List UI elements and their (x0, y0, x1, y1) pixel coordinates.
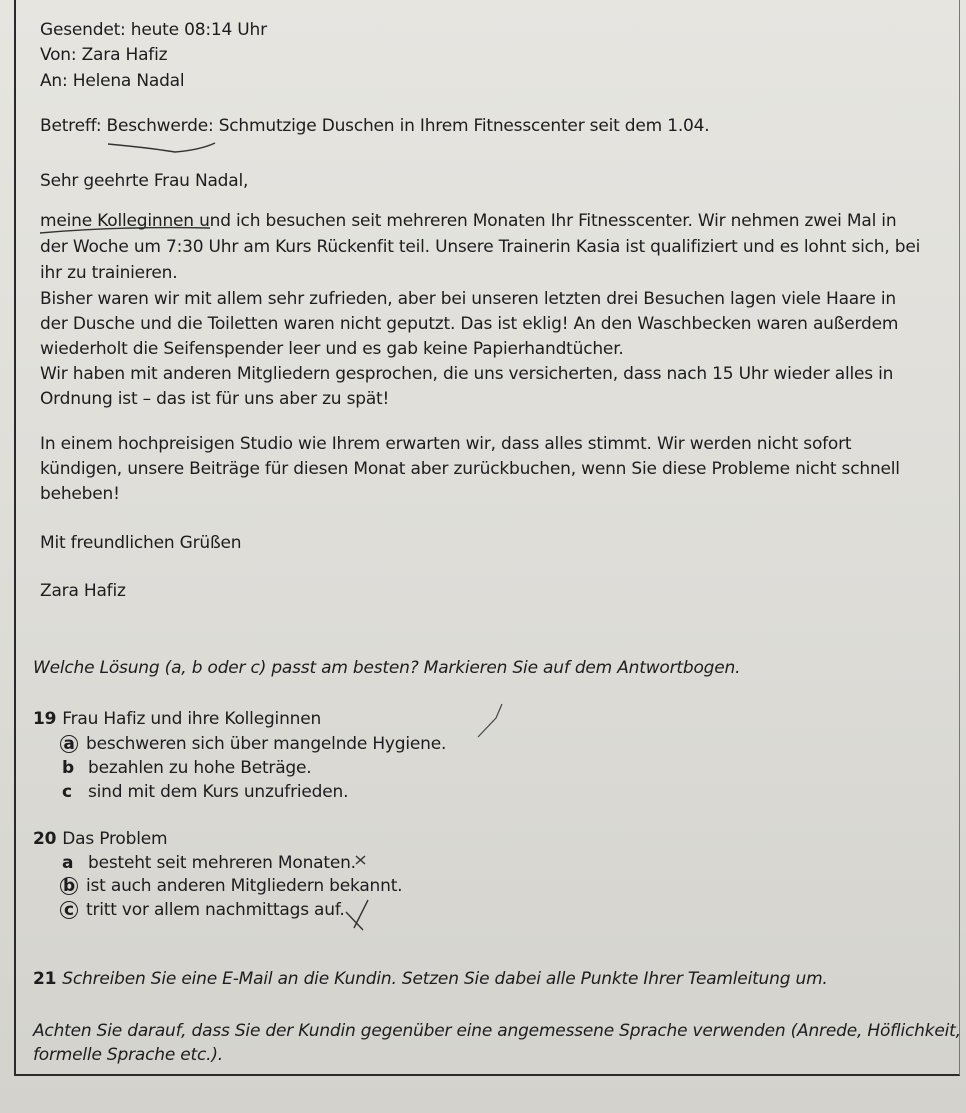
q20-option-b-text: ist auch anderen Mitgliedern bekannt. (86, 876, 403, 896)
question-21-text: Schreiben Sie eine E-Mail an die Kundin. Setzen Sie dabei alle Punkte Ihrer Teamleitung um. (62, 969, 828, 989)
paragraph-1-line-1: meine Kolleginnen und ich besuchen seit mehreren Monaten Ihr Fitnesscenter. Wir nehmen zwei Mal in (40, 211, 897, 231)
q19-option-a-text: beschweren sich über mangelnde Hygiene. (86, 734, 447, 754)
cross-mark-q20a (356, 856, 365, 864)
q20-option-a-text: besteht seit mehreren Monaten. (88, 853, 356, 873)
question-19-number: 19 (33, 709, 57, 729)
question-21-number: 21 (33, 969, 57, 989)
q19-option-c-text: sind mit dem Kurs unzufrieden. (88, 782, 349, 802)
sent-line: Gesendet: heute 08:14 Uhr (40, 20, 267, 40)
subject-underline-stroke (108, 143, 215, 152)
salutation: Sehr geehrte Frau Nadal, (40, 171, 249, 191)
q19-option-a-circled-label: a (60, 735, 78, 753)
paragraph-1-line-3: ihr zu trainieren. (40, 263, 178, 283)
question-20-stem: Das Problem (62, 829, 168, 849)
paragraph-1-line-5: der Dusche und die Toiletten waren nicht geputzt. Das ist eklig! An den Waschbecken waren außerdem (40, 314, 899, 334)
q19-option-b-label: b (62, 758, 74, 778)
paragraph-2-line-3: beheben! (40, 484, 120, 504)
to-line: An: Helena Nadal (40, 71, 185, 91)
q20-option-b-circled-label: b (60, 877, 78, 895)
q19-option-c-label: c (62, 782, 72, 802)
question-19-stem: Frau Hafiz und ihre Kolleginnen (62, 709, 322, 729)
note-line-1: Achten Sie darauf, dass Sie der Kundin gegenüber eine angemessene Sprache verwenden (Anrede, Höflichkeit, (33, 1021, 961, 1041)
from-line: Von: Zara Hafiz (40, 45, 168, 65)
paragraph-1-line-6: wiederholt die Seifenspender leer und es gab keine Papierhandtücher. (40, 339, 624, 359)
note-line-2: formelle Sprache etc.). (33, 1045, 223, 1065)
check-mark-stroke (478, 704, 502, 737)
paragraph-2-line-1: In einem hochpreisigen Studio wie Ihrem erwarten wir, dass alles stimmt. Wir werden nicht sofort (40, 434, 852, 454)
signature: Zara Hafiz (40, 581, 126, 601)
paragraph-2-line-2: kündigen, unsere Beiträge für diesen Monat aber zurückbuchen, wenn Sie diese Probleme nicht schnell (40, 459, 900, 479)
q20-option-c-circled-label: c (60, 901, 78, 919)
q20-option-c-text: tritt vor allem nachmittags auf. (86, 900, 345, 920)
q20-option-a-label: a (62, 853, 74, 873)
question-20-number: 20 (33, 829, 57, 849)
paragraph-1-line-2: der Woche um 7:30 Uhr am Kurs Rückenfit teil. Unsere Trainerin Kasia ist qualifiziert und es lohnt sich, bei (40, 237, 921, 257)
paragraph-1-line-7: Wir haben mit anderen Mitgliedern gesprochen, die uns versicherten, dass nach 15 Uhr wieder alles in (40, 364, 894, 384)
cross-mark-q20c (346, 900, 368, 930)
paragraph-1-line-8: Ordnung ist – das ist für uns aber zu spät! (40, 389, 390, 409)
paragraph-1-line-4: Bisher waren wir mit allem sehr zufrieden, aber bei unseren letzten drei Besuchen lagen viele Haare in (40, 289, 896, 309)
q19-option-b-text: bezahlen zu hohe Beträge. (88, 758, 312, 778)
task-instruction: Welche Lösung (a, b oder c) passt am besten? Markieren Sie auf dem Antwortbogen. (33, 658, 741, 678)
closing: Mit freundlichen Grüßen (40, 533, 242, 553)
paragraph-underline-stroke (40, 228, 210, 233)
subject-line: Betreff: Beschwerde: Schmutzige Duschen in Ihrem Fitnesscenter seit dem 1.04. (40, 116, 710, 136)
